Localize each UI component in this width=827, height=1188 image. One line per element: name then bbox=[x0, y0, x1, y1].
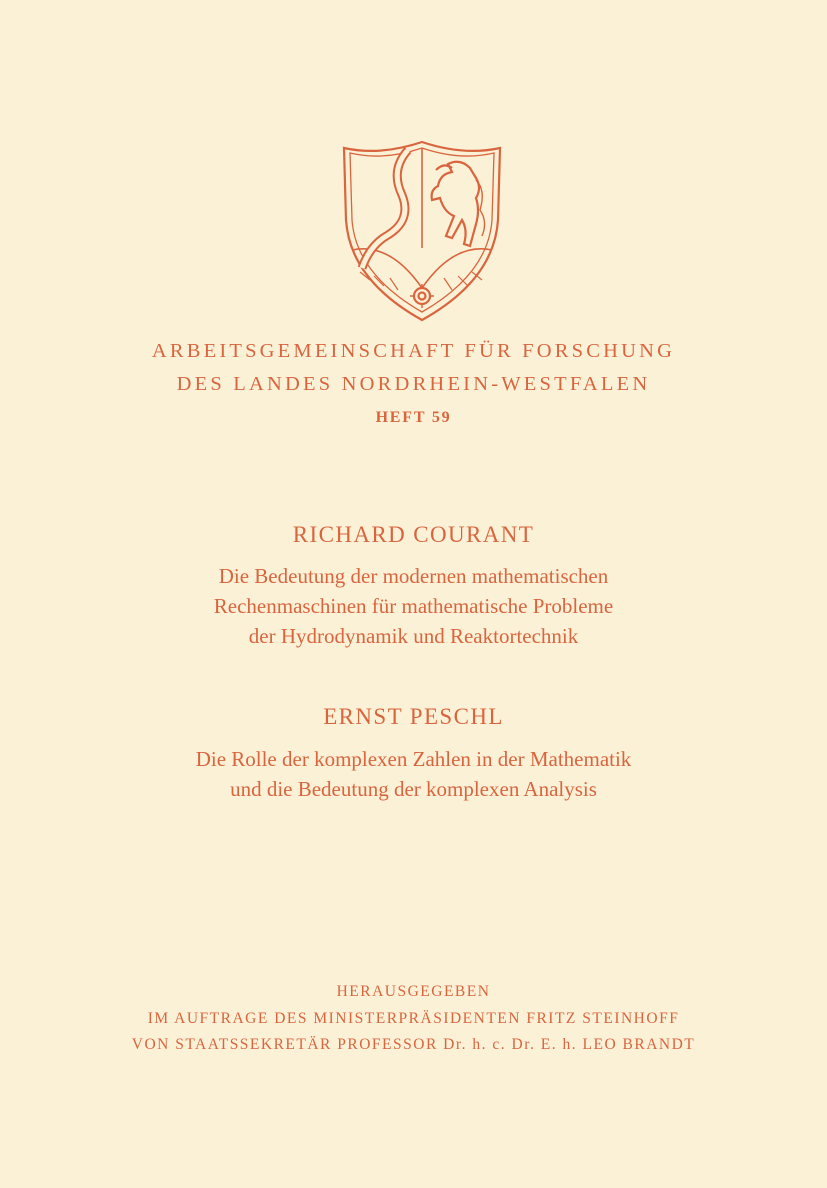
imprint-line-2: IM AUFTRAGE DES MINISTERPRÄSIDENTEN FRITZ STEINHOFF bbox=[147, 1010, 680, 1027]
work-1-title-line-2: Rechenmaschinen für mathematische Probleme bbox=[213, 594, 614, 618]
series-title-line-1: ARBEITSGEMEINSCHAFT FÜR FORSCHUNG bbox=[151, 340, 676, 362]
author-1: RICHARD COURANT bbox=[292, 522, 535, 547]
imprint-line-3: VON STAATSSEKRETÄR PROFESSOR Dr. h. c. Dr. E. h. LEO BRANDT bbox=[131, 1036, 696, 1053]
series-title-line-2: DES LANDES NORDRHEIN-WESTFALEN bbox=[176, 373, 651, 395]
work-1-title-line-3: der Hydrodynamik und Reaktortechnik bbox=[248, 624, 579, 648]
work-1-title-line-1: Die Bedeutung der modernen mathematischen bbox=[218, 564, 609, 588]
imprint-line-1: HERAUSGEGEBEN bbox=[336, 983, 491, 1000]
issue-number: HEFT 59 bbox=[375, 409, 452, 426]
author-2: ERNST PESCHL bbox=[323, 704, 504, 729]
nrw-coat-of-arms-icon bbox=[340, 140, 504, 322]
work-2-title-line-2: und die Bedeutung der komplexen Analysis bbox=[230, 777, 597, 801]
work-2-title-line-1: Die Rolle der komplexen Zahlen in der Mathematik bbox=[195, 747, 632, 771]
